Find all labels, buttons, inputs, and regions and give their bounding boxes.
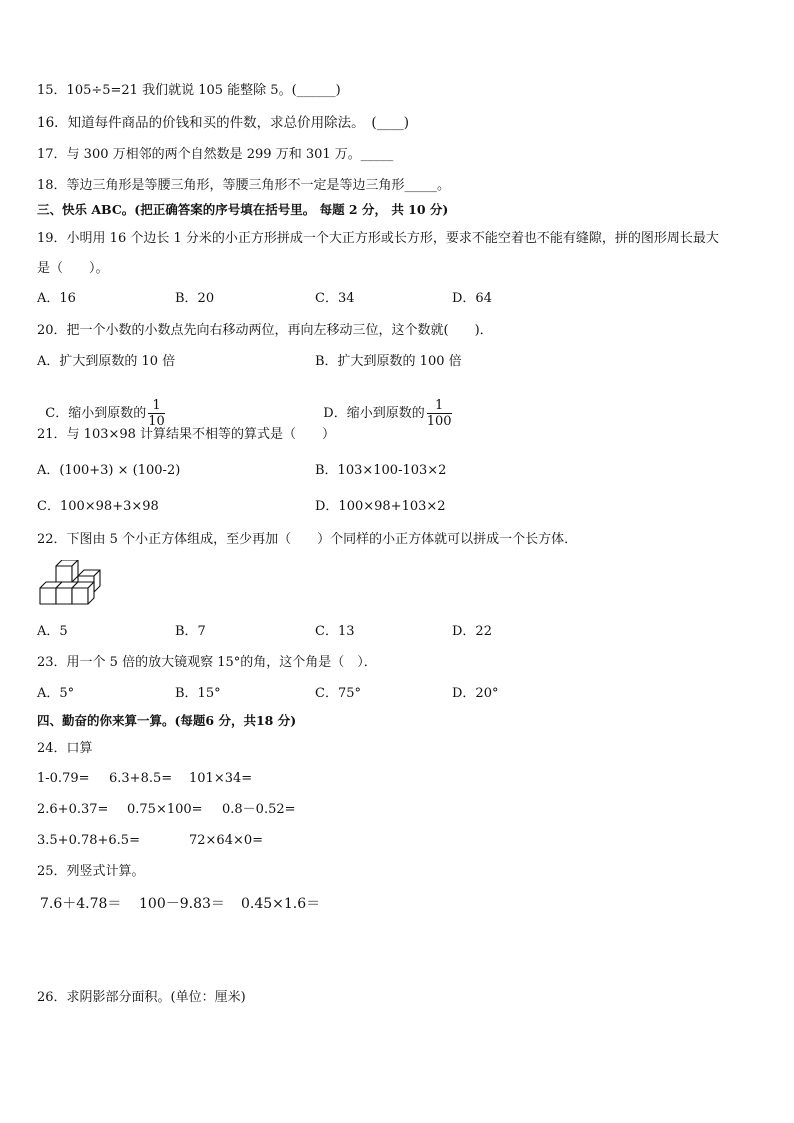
cube-front-right: [72, 582, 94, 604]
q25-item: 7.6＋4.78＝: [40, 896, 122, 912]
question-19-stem-cont: 是（ ）。: [37, 261, 109, 276]
q22-option-a: A．5: [37, 624, 68, 639]
question-15: 15．105÷5=21 我们就说 105 能整除 5。(______): [37, 83, 341, 98]
q24-item: 72×64×0=: [189, 833, 264, 848]
q20-option-c-text: C．缩小到原数的: [45, 406, 147, 421]
q21-option-a: A．(100+3) × (100-2): [37, 463, 181, 478]
q24-item: 3.5+0.78+6.5=: [37, 833, 140, 848]
fraction-1-10: [148, 398, 165, 429]
q20-option-b: B．扩大到原数的 100 倍: [315, 354, 462, 369]
question-22-stem: 22．下图由 5 个小正方体组成，至少再加（ ）个同样的小正方体就可以拼成一个长方体．: [37, 532, 578, 547]
fraction-1-100: [427, 398, 452, 429]
q21-option-c: C．100×98+3×98: [37, 499, 159, 514]
q19-option-a: A．16: [37, 291, 76, 306]
q24-item: 1-0.79=: [37, 771, 90, 786]
question-20-stem: 20．把一个小数的小数点先向右移动两位，再向左移动三位，这个数就( )．: [37, 323, 493, 338]
q20-option-d: [315, 380, 452, 429]
q25-item: 100－9.83＝: [139, 896, 225, 912]
q19-option-b: B．20: [175, 291, 215, 306]
q24-item: 0.8－0.52=: [222, 802, 296, 817]
q22-option-b: B．7: [175, 624, 206, 639]
q23-option-a: A．5°: [37, 686, 75, 701]
q20-option-a: A．扩大到原数的 10 倍: [37, 354, 176, 369]
q21-option-b: B．103×100-103×2: [315, 463, 447, 478]
fraction-denominator: 10: [148, 414, 165, 429]
q22-option-d: D．22: [452, 624, 492, 639]
q24-item: 2.6+0.37=: [37, 802, 109, 817]
question-16: 16．知道每件商品的价钱和买的件数，求总价用除法。 (____): [37, 115, 409, 131]
question-26: 26．求阴影部分面积。(单位：厘米): [37, 990, 246, 1005]
q19-option-c: C．34: [315, 291, 355, 306]
q24-item: 0.75×100=: [127, 802, 203, 817]
q22-option-c: C．13: [315, 624, 355, 639]
question-18: 18．等边三角形是等腰三角形，等腰三角形不一定是等边三角形_____。: [37, 178, 451, 193]
question-17: 17．与 300 万相邻的两个自然数是 299 万和 301 万。_____: [37, 147, 394, 162]
fraction-numerator: 1: [148, 398, 165, 414]
q20-option-c: [37, 380, 165, 429]
q20-option-d-text: D．缩小到原数的: [323, 406, 425, 421]
q25-item: 0.45×1.6＝: [241, 896, 321, 912]
q21-option-d: D．100×98+103×2: [315, 499, 446, 514]
q24-item: 101×34=: [189, 771, 253, 786]
q23-option-c: C．75°: [315, 686, 361, 701]
question-25-title: 25．列竖式计算。: [37, 864, 145, 879]
fraction-numerator: 1: [427, 398, 452, 414]
q23-option-d: D．20°: [452, 686, 499, 701]
section-3-heading: 三、快乐 ABC。(把正确答案的序号填在括号里。 每题 2 分， 共 10 分): [37, 202, 449, 217]
q24-item: 6.3+8.5=: [109, 771, 173, 786]
section-4-heading: 四、勤奋的你来算一算。(每题6 分，共18 分): [37, 713, 297, 728]
question-24-title: 24．口算: [37, 741, 93, 756]
question-21-stem: 21．与 103×98 计算结果不相等的算式是（ ）: [37, 427, 336, 442]
q23-option-b: B．15°: [175, 686, 221, 701]
cube-figure: [36, 560, 106, 612]
question-19-stem: 19．小明用 16 个边长 1 分米的小正方形拼成一个大正方形或长方形，要求不能空着也不能有缝隙，拼的图形周长最大: [37, 231, 719, 246]
cube-top: [56, 560, 78, 582]
q19-option-d: D．64: [452, 291, 492, 306]
question-23-stem: 23．用一个 5 倍的放大镜观察 15°的角，这个角是（ ）．: [37, 655, 377, 670]
fraction-denominator: 100: [426, 414, 452, 429]
